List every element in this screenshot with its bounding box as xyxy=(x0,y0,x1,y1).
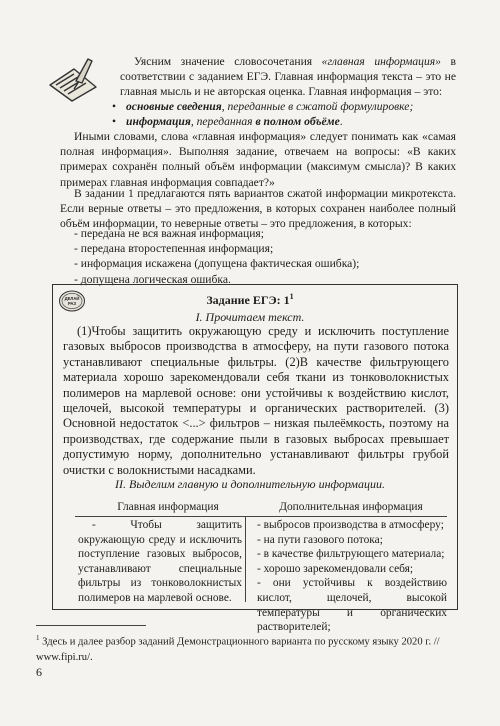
bullet-strong: основные сведения xyxy=(126,100,222,113)
intro-text-b: в соответствии с заданием ЕГЭ. Главная информация текста – это не главная мысль и не авторская оценка. Главная информация – это: xyxy=(120,55,456,99)
list-item: - на пути газового потока; xyxy=(257,533,383,546)
table-column-divider xyxy=(245,516,246,602)
intro-text-a: Уясним значение словосочетания xyxy=(134,55,322,68)
main-info-cell: - Чтобы защитить окружающую среду и исключить поступление газовых выбросов, устанавливают специальные фильтры из тонковолокнистых полимеров на марлевой основе. xyxy=(78,519,242,604)
list-item: - передана второстепенная информация; xyxy=(74,242,274,256)
bullet-end: . xyxy=(339,115,343,129)
footnote-mark: 1 xyxy=(36,634,40,642)
extra-info-cell xyxy=(257,518,447,635)
bullet-strong: информация xyxy=(126,115,191,129)
table-top-rule xyxy=(75,516,447,517)
list-item: - выбросов производства в атмосферу; xyxy=(257,519,444,531)
intro-paragraph xyxy=(120,54,456,100)
bullet-dot-icon: • xyxy=(112,115,117,129)
main-info-heading: Главная информация xyxy=(117,501,219,513)
task-description-paragraph: В задании 1 предлагаются пять вариантов сжатой информации микротекста. Если верные ответы – это предложения, в которых сохранен наиболее полный объём информации, то неверные ответы – это предложения, в которых: xyxy=(60,187,456,231)
bullet-dot-icon: • xyxy=(112,100,117,113)
bullet-rest: , переданная xyxy=(190,115,256,129)
svg-text:РАЗ: РАЗ xyxy=(67,301,77,306)
footnote-rule xyxy=(36,625,146,626)
step-two-heading: II. Выделим главную и дополнительную информации. xyxy=(115,477,385,491)
definition-bullets xyxy=(112,99,456,129)
intro-term: «главная информация» xyxy=(321,55,441,68)
list-item: - они устойчивы к воздействию кислот, щелочей, высокой температуры и органических растворителей; xyxy=(257,577,447,634)
footnote-ref[interactable]: 1 xyxy=(289,292,294,301)
explanation-paragraph: Иными словами, слова «главная информация» следует понимать как «самая полная информация». Выполняя задание, отвечаем на вопросы: «В каких примерах сохранён полный объём информации (максимум смысла)? В каких примерах главная информация совпадает?» xyxy=(60,130,456,189)
list-item: - в качестве фильтрующего материала; xyxy=(257,548,445,561)
bullet-strong-end: в полном объёме xyxy=(255,115,340,129)
task-title-text: Задание ЕГЭ: 1 xyxy=(206,293,290,307)
list-item: - хорошо зарекомендовали себя; xyxy=(257,562,414,575)
svg-text:ДЕЛАЙ: ДЕЛАЙ xyxy=(64,296,80,301)
writing-hand-icon xyxy=(44,55,100,103)
extra-info-heading: Дополнительная информация xyxy=(279,501,423,513)
list-item: - допущена логическая ошибка. xyxy=(74,272,231,286)
exam-passage: (1)Чтобы защитить окружающую среду и исключить поступление газовых выбросов производства в атмосферу, на пути газового потока устанавливают специальные фильтры. (2)В качестве фильтрующего материала хорошо зарекомендовали себя ткани из тонковолокнистых полимеров на марлевой основе: они устойчивы к воздействию кислот, щелочей, высокой температуры и органических растворителей. (3) Основной недостаток <...> фильтров – низкая пылеёмкость, поэтому на производствах, где содержание пыли в газовых выбросах превышает допустимую норму, дополнительно устанавливают фильтры грубой очистки с волокнистыми насадками. xyxy=(63,324,449,477)
list-item: - передана не вся важная информация; xyxy=(74,227,264,240)
list-item: - информация искажена (допущена фактическая ошибка); xyxy=(74,257,360,271)
step-one-heading: I. Прочитаем текст. xyxy=(195,310,305,324)
footnote xyxy=(36,631,456,665)
task-title xyxy=(0,292,500,308)
page-number: 6 xyxy=(36,665,42,679)
bullet-rest: , переданные в сжатой формулировке; xyxy=(221,100,414,113)
bullet-item xyxy=(112,114,456,129)
error-types-list xyxy=(60,226,456,287)
footnote-text: Здесь и далее разбор заданий Демонстрационного варианта по русскому языку 2020 г. // www.fipi.ru/. xyxy=(36,636,440,663)
bullet-item xyxy=(112,99,456,114)
